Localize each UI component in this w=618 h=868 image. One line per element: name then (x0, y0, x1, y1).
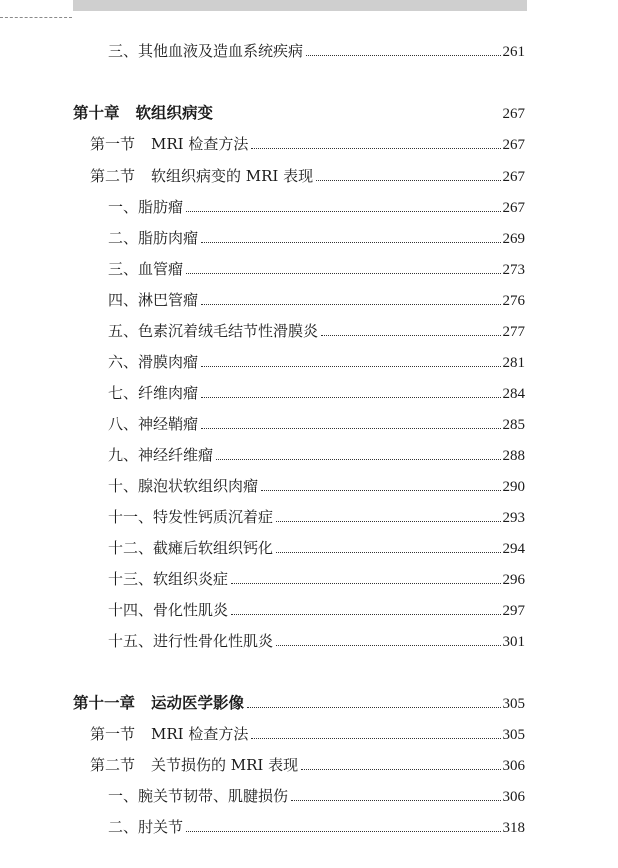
toc-leader-dots (316, 180, 500, 181)
toc-leader-dots (231, 614, 500, 615)
toc-entry-page: 285 (502, 417, 525, 433)
toc-leader-dots (301, 769, 500, 770)
toc-section-number: 第一节 (90, 135, 136, 153)
toc-entry[interactable] (108, 41, 525, 62)
toc-leader-dots (186, 273, 500, 274)
toc-entry[interactable] (108, 507, 525, 528)
toc-chapter-number: 第十章 (73, 103, 120, 122)
toc-entry-title: 腺泡状软组织肉瘤 (138, 477, 259, 495)
toc-entry[interactable] (108, 197, 525, 218)
toc-entry-page: 281 (502, 355, 525, 371)
page-edge-dashed-line (0, 17, 72, 18)
toc-entry-page: 301 (502, 634, 525, 650)
toc-entry[interactable] (108, 259, 525, 280)
toc-entry[interactable] (108, 569, 525, 590)
toc-entry-prefix: 八、 (108, 415, 139, 433)
toc-entry-title: 软组织炎症 (153, 570, 229, 588)
toc-entry[interactable] (108, 228, 525, 249)
toc-entry[interactable] (108, 538, 525, 559)
toc-entry-title: 色素沉着绒毛结节性滑膜炎 (138, 322, 319, 340)
toc-entry-title: 神经鞘瘤 (138, 415, 199, 433)
toc-entry-title: 腕关节韧带、肌腱损伤 (138, 787, 289, 805)
toc-entry-prefix: 十二、 (108, 539, 154, 557)
toc-section[interactable] (90, 166, 525, 187)
toc-entry-page: 297 (502, 603, 525, 619)
toc-entry[interactable] (108, 414, 525, 435)
toc-entry-title: 进行性骨化性肌炎 (153, 632, 274, 650)
toc-entry-page: 294 (502, 541, 525, 557)
toc-entry-prefix: 一、 (108, 787, 139, 805)
toc-entry-prefix: 五、 (108, 322, 139, 340)
toc-entry-title: 脂肪瘤 (138, 198, 184, 216)
toc-entry-prefix: 十三、 (108, 570, 154, 588)
toc-entry-page: 273 (502, 262, 525, 278)
toc-entry-title: 脂肪肉瘤 (138, 229, 199, 247)
toc-leader-dots (261, 490, 500, 491)
toc-section[interactable] (90, 724, 525, 745)
toc-entry-title: 滑膜肉瘤 (138, 353, 199, 371)
toc-section-title: MRI 检查方法 (151, 725, 249, 743)
toc-entry[interactable] (108, 476, 525, 497)
toc-entry-title: 截瘫后软组织钙化 (153, 539, 274, 557)
toc-entry-prefix: 九、 (108, 446, 139, 464)
toc-entry[interactable] (108, 290, 525, 311)
toc-entry-prefix: 三、 (108, 42, 139, 60)
toc-entry[interactable] (108, 352, 525, 373)
toc-leader-dots (201, 397, 500, 398)
toc-entry-title: 纤维肉瘤 (138, 384, 199, 402)
toc-entry[interactable] (108, 631, 525, 652)
toc-entry-prefix: 七、 (108, 384, 139, 402)
toc-entry-page: 261 (502, 44, 525, 60)
toc-entry-page: 305 (502, 696, 525, 712)
toc-section[interactable] (90, 755, 525, 776)
toc-entry[interactable] (108, 600, 525, 621)
toc-entry[interactable] (108, 786, 525, 807)
toc-leader-dots (247, 707, 500, 708)
toc-entry-page: 290 (502, 479, 525, 495)
toc-entry[interactable] (108, 321, 525, 342)
toc-leader-dots (276, 552, 500, 553)
toc-entry-prefix: 二、 (108, 818, 139, 836)
toc-section[interactable] (90, 134, 525, 155)
toc-entry-title: 其他血液及造血系统疾病 (138, 42, 304, 60)
toc-entry-title: 特发性钙质沉着症 (153, 508, 274, 526)
toc-entry-title: 淋巴管瘤 (138, 291, 199, 309)
toc-chapter-title: 软组织病变 (135, 103, 214, 122)
toc-leader-dots (201, 428, 500, 429)
toc-entry-page: 293 (502, 510, 525, 526)
toc-entry[interactable] (108, 383, 525, 404)
toc-leader-dots (231, 583, 500, 584)
toc-leader-dots (251, 148, 500, 149)
toc-entry-page: 296 (502, 572, 525, 588)
toc-leader-dots (251, 738, 500, 739)
toc-leader-dots (201, 304, 500, 305)
toc-chapter-number: 第十一章 (73, 693, 136, 712)
toc-entry-prefix: 三、 (108, 260, 139, 278)
toc-leader-dots (201, 242, 500, 243)
toc-entry-title: 神经纤维瘤 (138, 446, 214, 464)
toc-entry-page: 277 (502, 324, 525, 340)
toc-leader-dots (321, 335, 500, 336)
toc-entry-prefix: 二、 (108, 229, 139, 247)
toc-entry-prefix: 六、 (108, 353, 139, 371)
toc-entry-prefix: 一、 (108, 198, 139, 216)
toc-entry[interactable] (108, 445, 525, 466)
toc-entry-page: 305 (502, 727, 525, 743)
toc-entry-page: 267 (502, 200, 525, 216)
toc-entry-prefix: 十五、 (108, 632, 154, 650)
toc-entry-page: 269 (502, 231, 525, 247)
toc-leader-dots (291, 800, 500, 801)
toc-entry-page: 267 (502, 169, 525, 185)
toc-section-number: 第二节 (90, 756, 136, 774)
toc-section-title: 软组织病变的 MRI 表现 (151, 167, 314, 185)
toc-entry-page: 306 (502, 758, 525, 774)
toc-chapter-heading[interactable] (73, 103, 525, 124)
toc-section-title: 关节损伤的 MRI 表现 (151, 756, 299, 774)
toc-leader-dots (276, 645, 500, 646)
toc-entry-page: 267 (502, 106, 525, 122)
toc-section-number: 第一节 (90, 725, 136, 743)
toc-leader-dots (306, 55, 500, 56)
toc-chapter-title: 运动医学影像 (151, 693, 245, 712)
toc-entry-title: 骨化性肌炎 (153, 601, 229, 619)
toc-entry-page: 288 (502, 448, 525, 464)
toc-entry-page: 306 (502, 789, 525, 805)
toc-entry[interactable] (108, 817, 525, 838)
toc-leader-space (216, 117, 500, 118)
toc-section-title: MRI 检查方法 (151, 135, 249, 153)
toc-entry-page: 267 (502, 137, 525, 153)
toc-leader-dots (201, 366, 500, 367)
toc-entry-title: 血管瘤 (138, 260, 184, 278)
page-top-edge (73, 0, 527, 11)
toc-entry-prefix: 十、 (108, 477, 139, 495)
toc-section-number: 第二节 (90, 167, 136, 185)
toc-entry-prefix: 十一、 (108, 508, 154, 526)
toc-leader-dots (216, 459, 500, 460)
toc-entry-prefix: 四、 (108, 291, 139, 309)
toc-chapter-heading[interactable] (73, 693, 525, 714)
toc-entry-page: 276 (502, 293, 525, 309)
toc-entry-prefix: 十四、 (108, 601, 154, 619)
toc-leader-dots (186, 831, 500, 832)
toc-entry-page: 284 (502, 386, 525, 402)
toc-entry-page: 318 (502, 820, 525, 836)
toc-leader-dots (186, 211, 500, 212)
toc-entry-title: 肘关节 (138, 818, 184, 836)
toc-leader-dots (276, 521, 500, 522)
